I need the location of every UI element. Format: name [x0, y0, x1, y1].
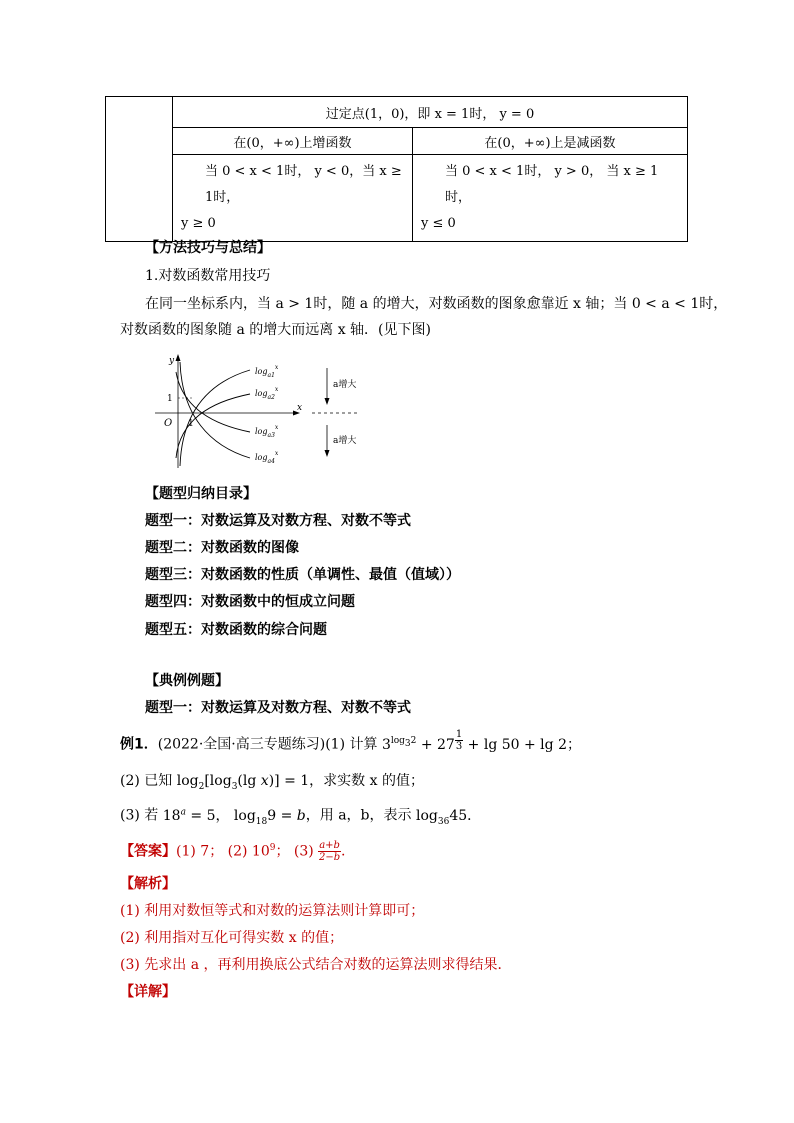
example-1-q3-formula-a: $18^a = 5$， $\log_{18}9 = b$	[162, 807, 306, 827]
examples-heading: 【典例例题】	[145, 673, 229, 689]
table-cell-sign-increasing	[173, 155, 413, 242]
catalog-item-2: 题型二：对数函数的图像	[145, 540, 299, 556]
example-1-q2-formula: $\log_2[\log_3(\lg$ x)]	[176, 773, 280, 792]
arrow-bottom-label: a增大	[333, 436, 357, 446]
analysis-item-2: (2) 利用指对互化可得实数 x 的值；	[120, 930, 344, 946]
x-label: x	[297, 403, 303, 413]
y-axis-arrow-icon	[176, 354, 181, 361]
method-paragraph-line-2: 对数函数的图象随 a 的增大而远离 x 轴．(见下图)	[120, 322, 431, 338]
x-one-label: 1	[188, 419, 194, 429]
example-1-formula: $3^{log_32} + 27$ $^{\frac{1}{3}}$ + lg 50 + lg 2；	[381, 729, 581, 753]
example-1-q3-middle: ，用 a，b，表示	[305, 807, 412, 824]
table-cell-decreasing: 在(0，+∞)上是减函数	[413, 128, 688, 155]
table-row-fixed-point: 过定点(1，0)，即 x = 1时， y = 0	[173, 97, 688, 128]
sign-line-2: y ≤ 0	[421, 216, 456, 231]
origin-label: O	[164, 418, 173, 429]
curve1-label: $\log_{a1}^x$	[255, 364, 279, 379]
curve-log-a4	[180, 362, 250, 458]
catalog-item-4: 题型四：对数函数中的恒成立问题	[145, 594, 355, 610]
detail-label: 【详解】	[120, 984, 176, 1000]
analysis-item-1: (1) 利用对数恒等式和对数的运算法则计算即可；	[120, 903, 425, 919]
table-cell-sign-decreasing	[413, 155, 688, 242]
answer-text: (1) 7； (2) 10	[176, 843, 270, 860]
example-type-1: 题型一：对数运算及对数方程、对数不等式	[145, 700, 411, 716]
analysis-item-3: (3) 先求出 a ，再利用换底公式结合对数的运算法则求得结果．	[120, 957, 512, 973]
catalog-item-1: 题型一：对数运算及对数方程、对数不等式	[145, 513, 411, 529]
example-1-q1: (1) 计算	[325, 736, 378, 753]
analysis-label: 【解析】	[120, 876, 176, 892]
catalog-item-3: 题型三：对数函数的性质（单调性、最值（值域））	[145, 567, 460, 583]
arrow-top-label: a增大	[333, 380, 357, 390]
sign-line-1: 当 0 < x < 1时， y < 0，当 x ≥ 1时，	[205, 164, 402, 205]
answer-text-tail: ； (3)	[275, 843, 314, 860]
catalog-heading: 【题型归纳目录】	[145, 486, 257, 502]
table-cell-increasing: 在(0，+∞)上增函数	[173, 128, 413, 155]
answer-label: 【答案】	[120, 843, 176, 860]
y-label: y	[169, 356, 175, 366]
curve4-label: $\log_{a4}^x$	[255, 450, 279, 465]
answer-fraction: $\frac{a+b}{2-b}$	[319, 840, 341, 864]
example-1-q2-prefix: (2) 已知	[120, 773, 173, 789]
example-1-q3-line	[120, 802, 481, 831]
curve3-label: $\log_{a3}^x$	[255, 424, 279, 439]
catalog-item-5: 题型五：对数函数的综合问题	[145, 622, 327, 638]
example-1-q3-prefix: (3) 若	[120, 807, 159, 824]
properties-table	[105, 96, 688, 242]
example-1-q2-line	[120, 771, 424, 797]
example-1-source: (2022·全国·高三专题练习)	[157, 736, 326, 753]
arrow-top-down-icon	[325, 398, 330, 405]
example-1-line	[120, 729, 581, 755]
table-blank-cell	[106, 97, 173, 242]
arrow-bottom-down-icon	[325, 450, 330, 457]
log-curves-figure	[150, 350, 370, 475]
y-one-label: 1	[167, 394, 173, 404]
example-1-label: 例1．	[120, 736, 158, 753]
curve2-label: $\log_{a2}^x$	[255, 386, 279, 401]
sign-line-2: y ≥ 0	[181, 216, 216, 231]
example-1-q2-suffix: = 1，求实数 x 的值；	[284, 773, 424, 789]
method-paragraph-line-1: 在同一坐标系内，当 a > 1时，随 a 的增大，对数函数的图象愈靠近 x 轴；当 0 < a < 1时，	[145, 296, 728, 312]
answer-exponent: 9	[269, 843, 276, 853]
answer-line: 【答案】(1) 7； (2) $10^9$； (3) $\frac{a+b}{2-b}$ .	[120, 840, 346, 864]
sign-line-1: 当 0 < x < 1时， y > 0， 当 x ≥ 1时，	[445, 164, 659, 205]
example-1-q3-formula-b: $\log_{36}45$．	[415, 807, 482, 827]
curve-log-a1	[180, 370, 250, 466]
method-heading: 【方法技巧与总结】	[145, 240, 271, 256]
method-item-1: 1.对数函数常用技巧	[145, 268, 271, 284]
